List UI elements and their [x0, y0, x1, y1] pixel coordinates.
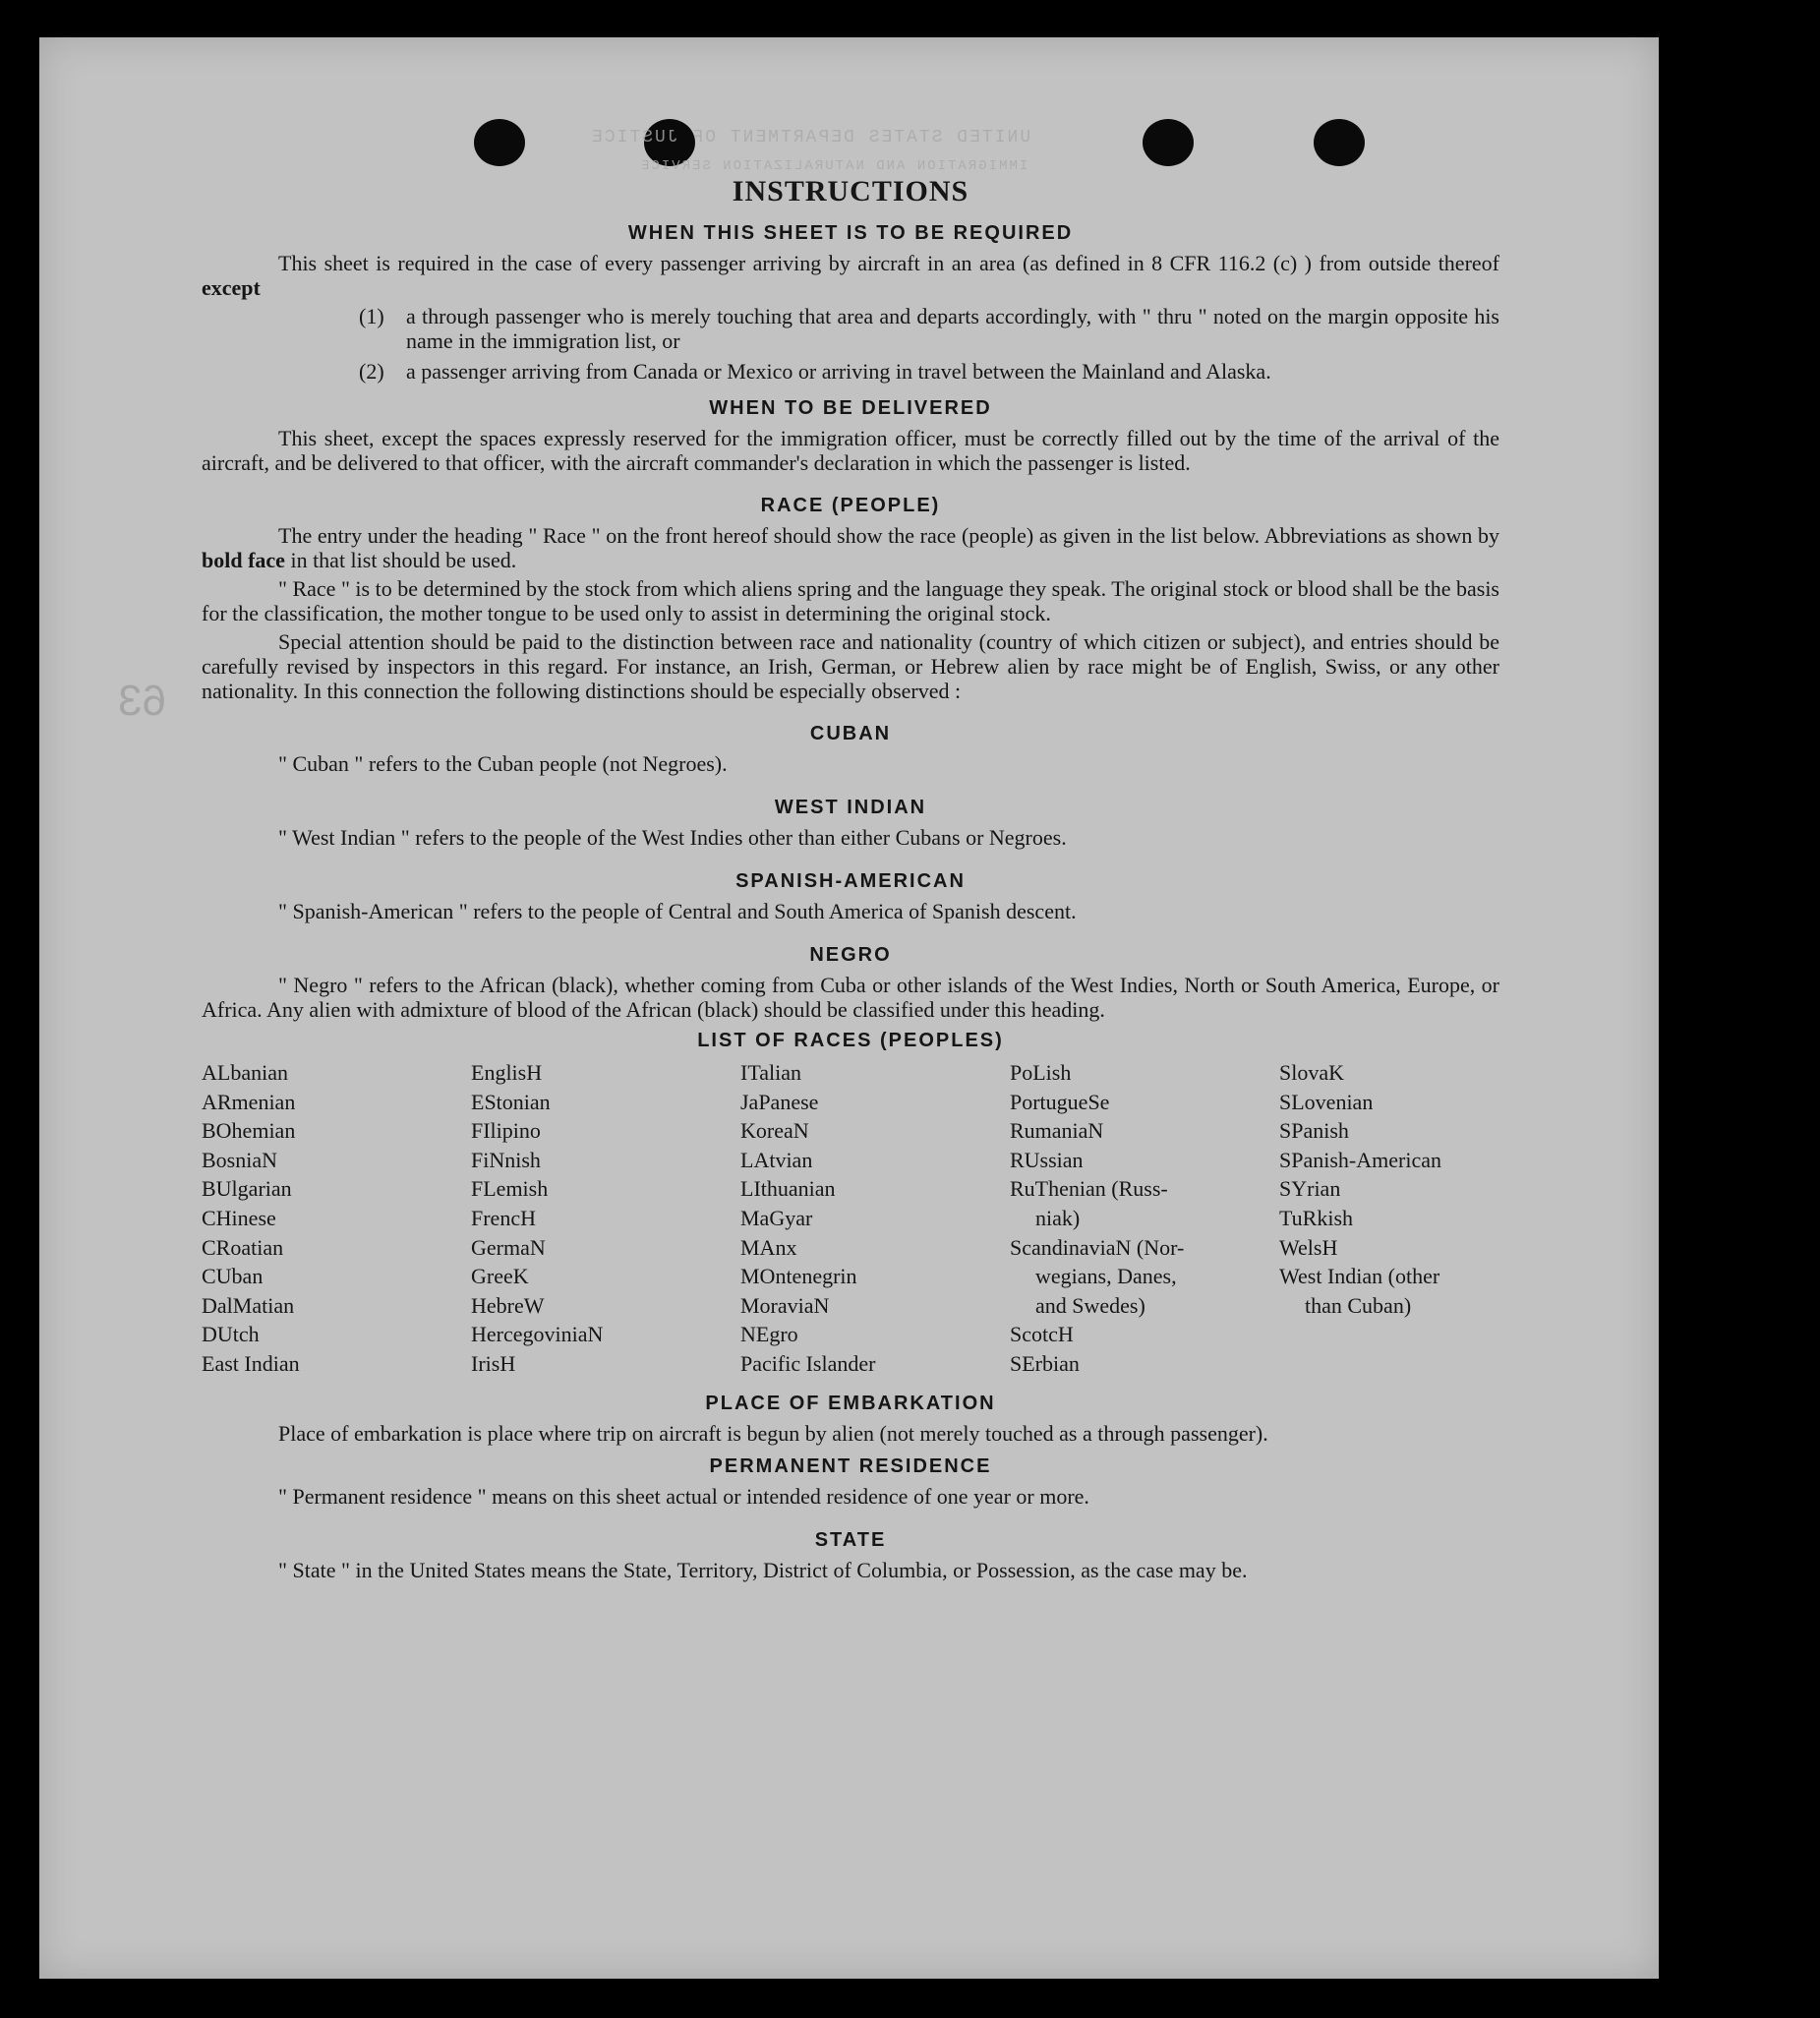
bold-text: bold face	[202, 548, 285, 572]
paragraph: " West Indian " refers to the people of the West Indies other than either Cubans or Negroes.	[278, 825, 1067, 850]
race-column	[202, 1058, 471, 1379]
race-item: BOhemian	[202, 1118, 296, 1144]
race-item: SPanish	[1279, 1118, 1349, 1144]
paragraph-text: in that list should be used.	[290, 548, 517, 572]
section-heading: PLACE OF EMBARKATION	[705, 1392, 996, 1414]
race-item: IrisH	[471, 1350, 516, 1376]
race-column	[740, 1058, 1010, 1379]
race-item: ScotcH	[1010, 1322, 1074, 1347]
race-item: EStonian	[471, 1089, 551, 1114]
paragraph	[202, 523, 1499, 572]
race-item: GermaN	[471, 1234, 546, 1260]
race-item: MAnx	[740, 1234, 797, 1260]
section-heading: SPANISH-AMERICAN	[735, 870, 966, 892]
exception-number: (2)	[359, 359, 384, 384]
race-item: niak)	[1035, 1205, 1081, 1230]
race-column	[1279, 1058, 1505, 1379]
section-heading: RACE (PEOPLE)	[760, 495, 941, 516]
section-heading: LIST OF RACES (PEOPLES)	[697, 1030, 1004, 1051]
race-item: SlovaK	[1279, 1060, 1344, 1085]
paragraph: " Permanent residence " means on this sheet actual or intended residence of one year or more.	[278, 1483, 1089, 1509]
race-item: KoreaN	[740, 1118, 809, 1144]
race-item: EnglisH	[471, 1060, 543, 1085]
race-item: MaGyar	[740, 1205, 813, 1230]
race-item: and Swedes)	[1035, 1292, 1145, 1318]
race-column	[1010, 1058, 1279, 1379]
race-item: NEgro	[740, 1322, 798, 1347]
race-item: JaPanese	[740, 1089, 819, 1114]
race-item: LIthuanian	[740, 1176, 836, 1202]
section-heading: WEST INDIAN	[774, 797, 927, 818]
race-item: WelsH	[1279, 1234, 1338, 1260]
punch-hole	[1143, 119, 1194, 166]
race-item: ARmenian	[202, 1089, 296, 1114]
race-item: BUlgarian	[202, 1176, 292, 1202]
race-item: ScandinaviaN (Nor-	[1010, 1234, 1185, 1260]
race-item: Pacific Islander	[740, 1350, 876, 1376]
race-item: CUban	[202, 1264, 264, 1289]
race-item: FIlipino	[471, 1118, 541, 1144]
bleed-through-numeral: 63	[118, 677, 166, 725]
race-item: PortugueSe	[1010, 1089, 1110, 1114]
race-item: HebreW	[471, 1292, 545, 1318]
race-item: FLemish	[471, 1176, 549, 1202]
exception-item	[359, 304, 1499, 353]
punch-hole	[474, 119, 525, 166]
race-list	[202, 1058, 1499, 1379]
section-heading: PERMANENT RESIDENCE	[709, 1454, 992, 1477]
race-item: LAtvian	[740, 1147, 813, 1172]
race-item: BosniaN	[202, 1147, 277, 1172]
paragraph: " Race " is to be determined by the stock from which aliens spring and the language they speak. The original stock or blood shall be the basis for the classification, the mother tongue to be used only to assist in determining the original stock.	[202, 576, 1499, 625]
bleed-through-line: IMMIGRATION AND NATURALIZATION SERVICE	[639, 158, 1028, 174]
race-item: SPanish-American	[1279, 1147, 1441, 1172]
race-item: MoraviaN	[740, 1292, 830, 1318]
race-item: ITalian	[740, 1060, 801, 1085]
race-item: PoLish	[1010, 1060, 1072, 1085]
paragraph: " Negro " refers to the African (black), whether coming from Cuba or other islands of the West Indies, North or South America, Europe, or Africa. Any alien with admixture of blood of the African (black) should be classified under this heading.	[202, 973, 1499, 1022]
section-heading: STATE	[814, 1528, 887, 1551]
paragraph	[202, 251, 1499, 300]
race-item: SErbian	[1010, 1350, 1080, 1376]
race-item: ALbanian	[202, 1060, 288, 1085]
exception-text: a through passenger who is merely touching that area and departs accordingly, with " thru " noted on the margin opposite his name in the immigration list, or	[406, 304, 1499, 353]
bold-text: except	[202, 275, 261, 300]
paragraph: This sheet, except the spaces expressly reserved for the immigration officer, must be correctly filled out by the time of the arrival of the aircraft, and be delivered to that officer, with the aircraft commander's declaration in which the passenger is listed.	[202, 426, 1499, 475]
section-heading: WHEN TO BE DELIVERED	[709, 397, 992, 419]
instructions-content	[202, 167, 1499, 1586]
paragraph: " Spanish-American " refers to the people of Central and South America of Spanish descent.	[278, 899, 1077, 923]
race-item: FiNnish	[471, 1147, 541, 1172]
race-column	[471, 1058, 740, 1379]
race-item: DUtch	[202, 1322, 260, 1347]
bleed-through-line: UNITED STATES DEPARTMENT OF JUSTICE	[590, 128, 1031, 148]
race-item: GreeK	[471, 1264, 529, 1289]
race-item: SLovenian	[1279, 1089, 1374, 1114]
section-heading: NEGRO	[809, 944, 892, 966]
paragraph: " Cuban " refers to the Cuban people (not Negroes).	[278, 751, 728, 776]
race-item: West Indian (other	[1279, 1264, 1440, 1289]
paragraph: Special attention should be paid to the distinction between race and nationality (country of which citizen or subject), and entries should be carefully revised by inspectors in this regard. For instance, an Irish, German, or Hebrew alien by race might be of English, Swiss, or any other nationality. In this connection the following distinctions should be especially observed :	[202, 629, 1499, 703]
race-item: DalMatian	[202, 1292, 295, 1318]
exception-number: (1)	[359, 304, 384, 328]
exception-item	[359, 359, 1499, 384]
race-item: CRoatian	[202, 1234, 284, 1260]
exception-text: a passenger arriving from Canada or Mexico or arriving in travel between the Mainland and Alaska.	[406, 359, 1271, 384]
section-heading: CUBAN	[809, 723, 892, 744]
race-item: SYrian	[1279, 1176, 1341, 1202]
paragraph-text: This sheet is required in the case of every passenger arriving by aircraft in an area (as defined in 8 CFR 116.2 (c) ) from outside thereof	[278, 251, 1499, 275]
race-item: CHinese	[202, 1205, 276, 1230]
paragraph: Place of embarkation is place where trip on aircraft is begun by alien (not merely touched as a through passenger).	[278, 1420, 1268, 1446]
race-item: RuThenian (Russ-	[1010, 1176, 1168, 1202]
race-item: MOntenegrin	[740, 1264, 857, 1289]
race-item: East Indian	[202, 1350, 300, 1376]
race-item: FrencH	[471, 1205, 536, 1230]
paragraph-text: The entry under the heading " Race " on the front hereof should show the race (people) as given in the list below. Abbreviations as shown by	[278, 523, 1499, 548]
race-item: wegians, Danes,	[1035, 1264, 1177, 1289]
race-item: TuRkish	[1279, 1205, 1354, 1230]
race-item: than Cuban)	[1305, 1292, 1412, 1318]
paragraph: " State " in the United States means the State, Territory, District of Columbia, or Possession, as the case may be.	[278, 1557, 1248, 1582]
section-heading: WHEN THIS SHEET IS TO BE REQUIRED	[627, 222, 1074, 244]
race-item: RUssian	[1010, 1147, 1084, 1172]
race-item: RumaniaN	[1010, 1118, 1104, 1144]
punch-hole	[1314, 119, 1365, 166]
race-item: HercegoviniaN	[471, 1322, 604, 1347]
page-title: INSTRUCTIONS	[732, 175, 969, 208]
